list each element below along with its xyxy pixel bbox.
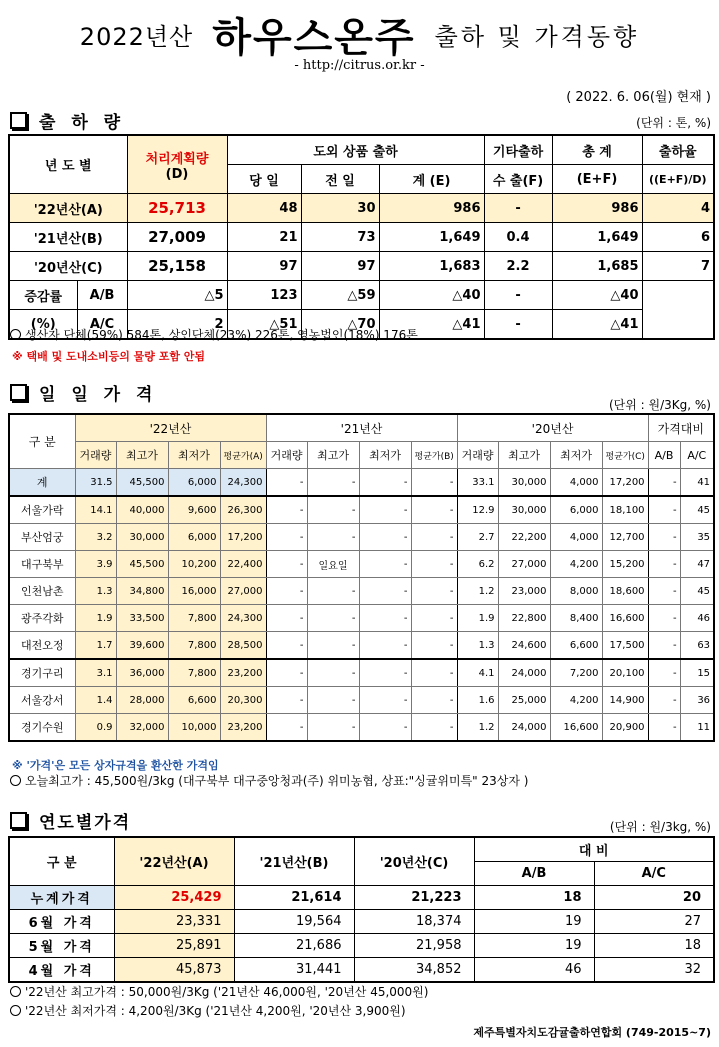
- price-cell: 28,000: [116, 687, 168, 714]
- price-cell: 40,000: [116, 496, 168, 524]
- header-total-sub: (E+F): [552, 165, 642, 194]
- daily-note-conversion: ※ '가격'은 모든 상자규격을 환산한 가격임: [12, 759, 219, 772]
- price-cell: 16,600: [602, 605, 648, 632]
- checkbox-square-icon: [10, 812, 27, 829]
- price-cell: 3.2: [75, 524, 116, 551]
- yearly-header-20: '20년산(C): [354, 837, 474, 886]
- daily-header-22: '22년산: [75, 414, 266, 442]
- price-cell: -: [307, 714, 359, 742]
- price-cell: 33,500: [116, 605, 168, 632]
- price-cell: -: [411, 578, 457, 605]
- table-row: [9, 551, 714, 578]
- yearly-header-gubun: 구 분: [9, 837, 114, 886]
- price-cell: 30,000: [498, 469, 550, 497]
- price-cell: 45,500: [116, 469, 168, 497]
- price-cell: -: [266, 551, 307, 578]
- price-cell: -: [307, 605, 359, 632]
- price-cell: -: [266, 469, 307, 497]
- price-cell: -: [411, 496, 457, 524]
- section-title-shipment: 출 하 량: [10, 108, 125, 133]
- price-cell: -: [411, 605, 457, 632]
- price-cell: -: [648, 687, 680, 714]
- price-cell: -: [359, 524, 411, 551]
- market-name: 경기수원: [9, 714, 75, 742]
- market-name: 서울강서: [9, 687, 75, 714]
- market-name: 부산엄궁: [9, 524, 75, 551]
- price-cell: -: [411, 714, 457, 742]
- price-cell: 63: [680, 632, 714, 660]
- price-cell: -: [648, 578, 680, 605]
- price-cell: -: [307, 578, 359, 605]
- footer-organization: 제주특별자치도감귤출하연합회 (749-2015~7): [473, 1026, 711, 1039]
- price-cell: -: [359, 578, 411, 605]
- price-cell: 6,000: [550, 496, 602, 524]
- daily-col-header: 최고가: [307, 442, 359, 469]
- price-cell: 7,800: [168, 632, 220, 660]
- price-cell: -: [411, 659, 457, 687]
- market-name: 서울가락: [9, 496, 75, 524]
- price-cell: 22,200: [498, 524, 550, 551]
- price-cell: 27,000: [220, 578, 266, 605]
- header-sum: 계 (E): [379, 165, 484, 194]
- price-cell: -: [307, 687, 359, 714]
- price-cell: -: [359, 469, 411, 497]
- price-cell: 8,400: [550, 605, 602, 632]
- circle-bullet-icon: [10, 329, 21, 340]
- price-cell: 24,000: [498, 714, 550, 742]
- market-name: 대전오정: [9, 632, 75, 660]
- yearly-price-table: [8, 836, 715, 983]
- price-cell: 6,600: [550, 632, 602, 660]
- title-product: 하우스온주: [212, 15, 416, 61]
- price-cell: -: [307, 469, 359, 497]
- price-cell: 18,100: [602, 496, 648, 524]
- shipment-note-excluded: ※ 택배 및 도내소비등의 물량 포함 안됨: [12, 350, 206, 363]
- daily-col-header: 최저가: [359, 442, 411, 469]
- table-row: 증감률 A/B △5 123 △59 △40 - △40: [9, 281, 714, 310]
- header-total: 총 계: [552, 135, 642, 165]
- price-cell: 4,200: [550, 551, 602, 578]
- table-row: [9, 578, 714, 605]
- daily-col-header: 거래량: [457, 442, 498, 469]
- price-cell: 28,500: [220, 632, 266, 660]
- price-cell: 18,600: [602, 578, 648, 605]
- price-cell: 1.2: [457, 714, 498, 742]
- price-cell: -: [648, 632, 680, 660]
- table-row: [9, 469, 714, 497]
- source-url[interactable]: - http://citrus.or.kr -: [294, 58, 425, 73]
- market-name: 경기구리: [9, 659, 75, 687]
- circle-bullet-icon: [10, 1005, 21, 1016]
- price-cell: -: [266, 714, 307, 742]
- price-cell: -: [411, 687, 457, 714]
- checkbox-square-icon: [10, 112, 27, 129]
- price-cell: 4.1: [457, 659, 498, 687]
- header-rate-sub: ((E+F)/D): [642, 165, 714, 194]
- price-cell: 25,000: [498, 687, 550, 714]
- table-row: (%) A/C 2 △51 △70 △41 - △41: [9, 310, 714, 340]
- price-cell: 14,900: [602, 687, 648, 714]
- header-export: 수 출(F): [484, 165, 552, 194]
- table-row: '22년산(A) 25,713 48 30 986 - 986 4: [9, 194, 714, 223]
- price-cell: 17,200: [602, 469, 648, 497]
- price-cell: 17,200: [220, 524, 266, 551]
- table-row: '20년산(C) 25,158 97 97 1,683 2.2 1,685 7: [9, 252, 714, 281]
- price-cell: -: [359, 496, 411, 524]
- price-cell: 10,000: [168, 714, 220, 742]
- daily-note-top-price: 오늘최고가 : 45,500원/3kg (대구북부 대구중앙청과(주) 위미농협, 상표:"싱귤위미특" 23상자 ): [10, 772, 528, 789]
- price-cell: 24,300: [220, 469, 266, 497]
- price-cell: 12,700: [602, 524, 648, 551]
- table-row: [9, 687, 714, 714]
- table-row: [9, 659, 714, 687]
- price-cell: 27,000: [498, 551, 550, 578]
- document-title: [0, 6, 719, 61]
- price-cell: 45,500: [116, 551, 168, 578]
- price-cell: 1.3: [75, 578, 116, 605]
- price-cell: 36: [680, 687, 714, 714]
- yearly-header-ac: A/C: [594, 862, 714, 886]
- title-year: 2022년산: [79, 23, 194, 51]
- price-cell: -: [266, 632, 307, 660]
- price-cell: 33.1: [457, 469, 498, 497]
- price-cell: -: [307, 659, 359, 687]
- price-cell: 7,800: [168, 659, 220, 687]
- table-row: [9, 496, 714, 524]
- price-cell: 45: [680, 578, 714, 605]
- price-cell: 16,600: [550, 714, 602, 742]
- price-cell: -: [307, 632, 359, 660]
- price-cell: -: [648, 469, 680, 497]
- price-cell: 6,000: [168, 469, 220, 497]
- price-cell: 31.5: [75, 469, 116, 497]
- table-row: 누계가격 25,429 21,614 21,223 18 20: [9, 886, 714, 910]
- yearly-header-22: '22년산(A): [114, 837, 234, 886]
- price-cell: 2.7: [457, 524, 498, 551]
- price-cell: 20,100: [602, 659, 648, 687]
- daily-col-header: 평균가(B): [411, 442, 457, 469]
- section-title-yearly: 연도별가격: [10, 808, 131, 833]
- market-name: 대구북부: [9, 551, 75, 578]
- price-cell: 24,600: [498, 632, 550, 660]
- price-cell: 4,000: [550, 469, 602, 497]
- price-cell: 24,300: [220, 605, 266, 632]
- daily-col-header: 거래량: [75, 442, 116, 469]
- price-cell: -: [307, 524, 359, 551]
- yearly-header-ab: A/B: [474, 862, 594, 886]
- price-cell: -: [266, 605, 307, 632]
- price-cell: 6,000: [168, 524, 220, 551]
- price-cell: 22,400: [220, 551, 266, 578]
- price-cell: 3.9: [75, 551, 116, 578]
- price-cell: 24,000: [498, 659, 550, 687]
- price-cell: 23,000: [498, 578, 550, 605]
- market-name: 계: [9, 469, 75, 497]
- price-cell: 39,600: [116, 632, 168, 660]
- checkbox-square-icon: [10, 384, 27, 401]
- header-prev: 전 일: [301, 165, 379, 194]
- price-cell: 41: [680, 469, 714, 497]
- price-cell: -: [266, 578, 307, 605]
- table-row: 6월 가격 23,331 19,564 18,374 19 27: [9, 910, 714, 934]
- price-cell: -: [411, 551, 457, 578]
- price-cell: 22,800: [498, 605, 550, 632]
- daily-col-header: 평균가(A): [220, 442, 266, 469]
- price-cell: 9,600: [168, 496, 220, 524]
- header-other: 기타출하: [484, 135, 552, 165]
- daily-header-ratio: 가격대비: [648, 414, 714, 442]
- price-cell: -: [359, 632, 411, 660]
- market-name: 광주각화: [9, 605, 75, 632]
- title-subtitle: 출하 및 가격동향: [434, 23, 640, 51]
- price-cell: 32,000: [116, 714, 168, 742]
- price-cell: 6.2: [457, 551, 498, 578]
- price-cell: 36,000: [116, 659, 168, 687]
- daily-col-header: 최고가: [116, 442, 168, 469]
- price-cell: 일요일: [307, 551, 359, 578]
- price-cell: 1.7: [75, 632, 116, 660]
- circle-bullet-icon: [10, 775, 21, 786]
- yearly-header-21: '21년산(B): [234, 837, 354, 886]
- price-cell: 23,200: [220, 659, 266, 687]
- circle-bullet-icon: [10, 986, 21, 997]
- shipment-table: [8, 134, 715, 340]
- daily-col-header: 최고가: [498, 442, 550, 469]
- daily-header-20: '20년산: [457, 414, 648, 442]
- price-cell: 23,200: [220, 714, 266, 742]
- price-cell: -: [648, 714, 680, 742]
- price-cell: 20,300: [220, 687, 266, 714]
- price-cell: -: [648, 496, 680, 524]
- price-cell: -: [266, 687, 307, 714]
- yearly-note-max: '22년산 최고가격 : 50,000원/3Kg ('21년산 46,000원, '20년산 45,000원): [10, 983, 428, 1000]
- price-cell: -: [648, 524, 680, 551]
- price-cell: 15,200: [602, 551, 648, 578]
- price-cell: 11: [680, 714, 714, 742]
- price-cell: 20,900: [602, 714, 648, 742]
- table-row: '21년산(B) 27,009 21 73 1,649 0.4 1,649 6: [9, 223, 714, 252]
- price-cell: 4,000: [550, 524, 602, 551]
- price-cell: -: [359, 714, 411, 742]
- daily-col-header: A/B: [648, 442, 680, 469]
- header-year: 년 도 별: [9, 135, 127, 194]
- price-cell: 3.1: [75, 659, 116, 687]
- section-title-daily: 일 일 가 격: [10, 380, 157, 405]
- price-cell: 6,600: [168, 687, 220, 714]
- price-cell: 34,800: [116, 578, 168, 605]
- price-cell: 15: [680, 659, 714, 687]
- price-cell: -: [266, 524, 307, 551]
- daily-col-header: 최저가: [550, 442, 602, 469]
- price-cell: 1.9: [457, 605, 498, 632]
- shipment-unit: (단위 : 톤, %): [636, 116, 711, 130]
- table-row: [9, 605, 714, 632]
- header-plan: 처리계획량 (D): [127, 135, 227, 194]
- price-cell: -: [359, 687, 411, 714]
- price-cell: 35: [680, 524, 714, 551]
- header-rate: 출하율: [642, 135, 714, 165]
- price-cell: 7,200: [550, 659, 602, 687]
- price-cell: -: [307, 496, 359, 524]
- daily-header-21: '21년산: [266, 414, 457, 442]
- daily-col-header: 최저가: [168, 442, 220, 469]
- yearly-unit: (단위 : 원/3kg, %): [609, 820, 711, 834]
- report-date: ( 2022. 6. 06(월) 현재 ): [566, 90, 711, 105]
- price-cell: -: [648, 551, 680, 578]
- price-cell: -: [266, 496, 307, 524]
- price-cell: 45: [680, 496, 714, 524]
- price-cell: -: [266, 659, 307, 687]
- price-cell: 0.9: [75, 714, 116, 742]
- header-domestic: 도외 상품 출하: [227, 135, 484, 165]
- price-cell: 30,000: [116, 524, 168, 551]
- price-cell: 1.4: [75, 687, 116, 714]
- daily-col-header: 거래량: [266, 442, 307, 469]
- price-cell: 10,200: [168, 551, 220, 578]
- table-row: [9, 524, 714, 551]
- price-cell: 7,800: [168, 605, 220, 632]
- table-row: 5월 가격 25,891 21,686 21,958 19 18: [9, 934, 714, 958]
- price-cell: -: [411, 632, 457, 660]
- price-cell: 46: [680, 605, 714, 632]
- price-cell: 4,200: [550, 687, 602, 714]
- price-cell: 14.1: [75, 496, 116, 524]
- price-cell: 26,300: [220, 496, 266, 524]
- daily-price-table: [8, 413, 715, 742]
- price-cell: 47: [680, 551, 714, 578]
- price-cell: 1.3: [457, 632, 498, 660]
- table-row: [9, 714, 714, 742]
- daily-col-header: A/C: [680, 442, 714, 469]
- price-cell: 16,000: [168, 578, 220, 605]
- header-today: 당 일: [227, 165, 301, 194]
- shipment-note-producers: 생산자 단체(59%) 584톤, 상인단체(23%) 226톤, 영농법인(18%) 176톤: [10, 326, 418, 343]
- price-cell: 30,000: [498, 496, 550, 524]
- price-cell: 12.9: [457, 496, 498, 524]
- price-cell: -: [359, 659, 411, 687]
- daily-header-gubun: 구 분: [9, 414, 75, 469]
- daily-unit: (단위 : 원/3Kg, %): [608, 398, 711, 412]
- price-cell: -: [648, 605, 680, 632]
- price-cell: 1.9: [75, 605, 116, 632]
- table-row: 4월 가격 45,873 31,441 34,852 46 32: [9, 958, 714, 983]
- price-cell: 8,000: [550, 578, 602, 605]
- market-name: 인천남촌: [9, 578, 75, 605]
- price-cell: -: [411, 524, 457, 551]
- yearly-note-min: '22년산 최저가격 : 4,200원/3Kg ('21년산 4,200원, '20년산 3,900원): [10, 1002, 406, 1019]
- yearly-header-cmp: 대 비: [474, 837, 714, 862]
- price-cell: -: [359, 551, 411, 578]
- price-cell: 17,500: [602, 632, 648, 660]
- price-cell: -: [648, 659, 680, 687]
- price-cell: -: [359, 605, 411, 632]
- price-cell: 1.2: [457, 578, 498, 605]
- price-cell: -: [411, 469, 457, 497]
- daily-col-header: 평균가(C): [602, 442, 648, 469]
- table-row: [9, 632, 714, 660]
- price-cell: 1.6: [457, 687, 498, 714]
